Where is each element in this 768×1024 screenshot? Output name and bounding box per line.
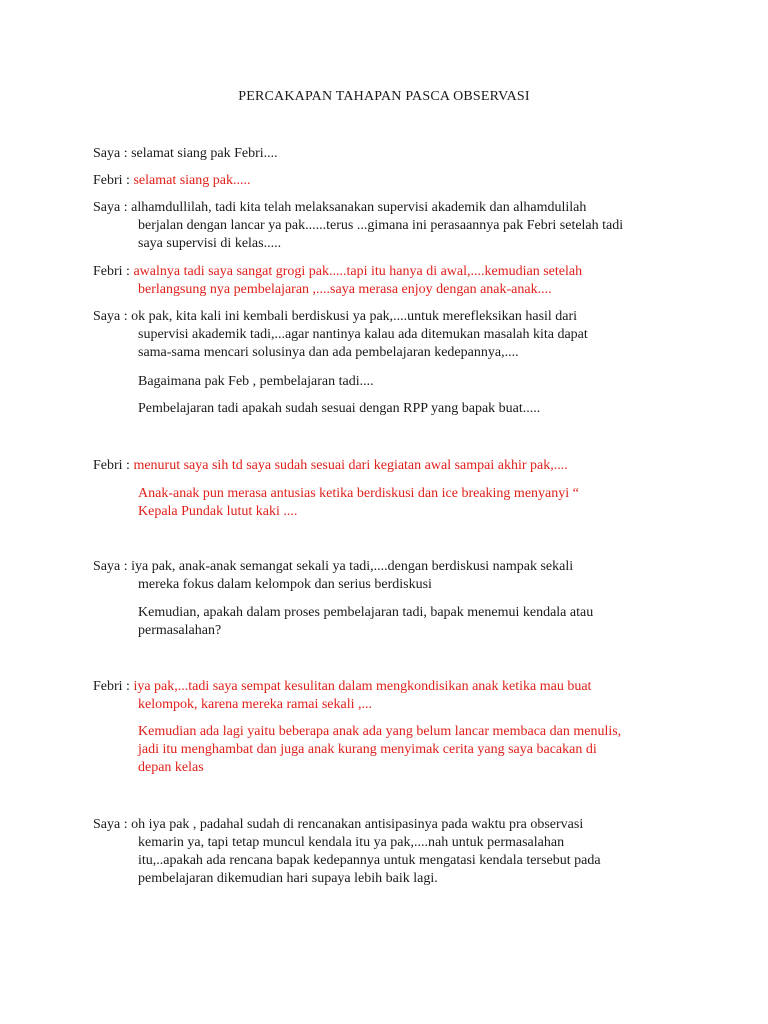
dialogue-line: mereka fokus dalam kelompok dan serius berdiskusi <box>138 577 432 592</box>
dialogue-line: berlangsung nya pembelajaran ,....saya merasa enjoy dengan anak-anak.... <box>138 282 552 297</box>
dialogue-line: berjalan dengan lancar ya pak......terus ...gimana ini perasaannya pak Febri setelah tadi <box>138 218 624 233</box>
dialogue-turn-saya <box>93 558 673 594</box>
dialogue-turn-febri <box>93 457 673 475</box>
dialogue-line <box>93 172 673 190</box>
utterance-text: alhamdullilah, tadi kita telah melaksanakan supervisi akademik dan alhamdulilah <box>131 200 587 215</box>
speaker-label: Saya : <box>93 817 132 832</box>
utterance-text: iya pak,...tadi saya sempat kesulitan dalam mengkondisikan anak ketika mau buat <box>133 679 592 694</box>
speaker-label: Febri : <box>93 679 134 694</box>
dialogue-line: Kepala Pundak lutut kaki .... <box>138 504 298 519</box>
dialogue-line <box>93 678 673 696</box>
dialogue-paragraph <box>138 373 678 391</box>
utterance-text: ok pak, kita kali ini kembali berdiskusi ya pak,....untuk merefleksikan hasil dari <box>131 309 578 324</box>
dialogue-line: sama-sama mencari solusinya dan ada pembelajaran kedepannya,.... <box>138 345 519 360</box>
dialogue-line <box>93 558 673 576</box>
dialogue-turn-saya <box>93 816 673 888</box>
dialogue-line: kemarin ya, tapi tetap muncul kendala itu ya pak,....nah untuk permasalahan <box>138 835 565 850</box>
dialogue-paragraph <box>138 723 678 777</box>
dialogue-turn-febri <box>93 678 673 714</box>
dialogue-line: kelompok, karena mereka ramai sekali ,... <box>138 697 373 712</box>
dialogue-line: Bagaimana pak Feb , pembelajaran tadi.... <box>138 374 374 389</box>
dialogue-line <box>93 145 673 163</box>
dialogue-line <box>93 263 673 281</box>
dialogue-line <box>93 199 673 217</box>
dialogue-paragraph <box>138 485 678 521</box>
dialogue-line <box>93 816 673 834</box>
speaker-label: Febri : <box>93 173 134 188</box>
dialogue-turn-febri <box>93 263 673 299</box>
speaker-label: Saya : <box>93 309 132 324</box>
speaker-label: Febri : <box>93 458 134 473</box>
utterance-text: awalnya tadi saya sangat grogi pak.....tapi itu hanya di awal,....kemudian setelah <box>133 264 583 279</box>
utterance-text: menurut saya sih td saya sudah sesuai dari kegiatan awal sampai akhir pak,.... <box>133 458 568 473</box>
dialogue-line: Kemudian ada lagi yaitu beberapa anak ada yang belum lancar membaca dan menulis, <box>138 724 622 739</box>
utterance-text: iya pak, anak-anak semangat sekali ya tadi,....dengan berdiskusi nampak sekali <box>131 559 574 574</box>
dialogue-paragraph <box>138 604 678 640</box>
utterance-text: selamat siang pak..... <box>133 173 251 188</box>
utterance-text: oh iya pak , padahal sudah di rencanakan antisipasinya pada waktu pra observasi <box>131 817 584 832</box>
speaker-label: Febri : <box>93 264 134 279</box>
speaker-label: Saya : <box>93 146 132 161</box>
document-title: PERCAKAPAN TAHAPAN PASCA OBSERVASI <box>238 89 530 104</box>
speaker-label: Saya : <box>93 559 132 574</box>
dialogue-turn-saya <box>93 308 673 362</box>
dialogue-line: Pembelajaran tadi apakah sudah sesuai dengan RPP yang bapak buat..... <box>138 401 541 416</box>
dialogue-line: Kemudian, apakah dalam proses pembelajaran tadi, bapak menemui kendala atau <box>138 605 594 620</box>
dialogue-line: Anak-anak pun merasa antusias ketika berdiskusi dan ice breaking menyanyi “ <box>138 486 579 501</box>
dialogue-turn-saya <box>93 199 673 253</box>
dialogue-line: itu,..apakah ada rencana bapak kedepannya untuk mengatasi kendala tersebut pada <box>138 853 601 868</box>
utterance-text: selamat siang pak Febri.... <box>131 146 278 161</box>
dialogue-turn-saya <box>93 145 673 163</box>
dialogue-line: saya supervisi di kelas..... <box>138 236 282 251</box>
dialogue-line <box>93 308 673 326</box>
speaker-label: Saya : <box>93 200 132 215</box>
dialogue-line: supervisi akademik tadi,...agar nantinya kalau ada ditemukan masalah kita dapat <box>138 327 588 342</box>
dialogue-line: jadi itu menghambat dan juga anak kurang menyimak cerita yang saya bacakan di <box>138 742 597 757</box>
dialogue-line <box>93 457 673 475</box>
dialogue-line: permasalahan? <box>138 623 222 638</box>
dialogue-line: depan kelas <box>138 760 204 775</box>
dialogue-turn-febri <box>93 172 673 190</box>
dialogue-line: pembelajaran dikemudian hari supaya lebih baik lagi. <box>138 871 438 886</box>
dialogue-paragraph <box>138 400 678 418</box>
